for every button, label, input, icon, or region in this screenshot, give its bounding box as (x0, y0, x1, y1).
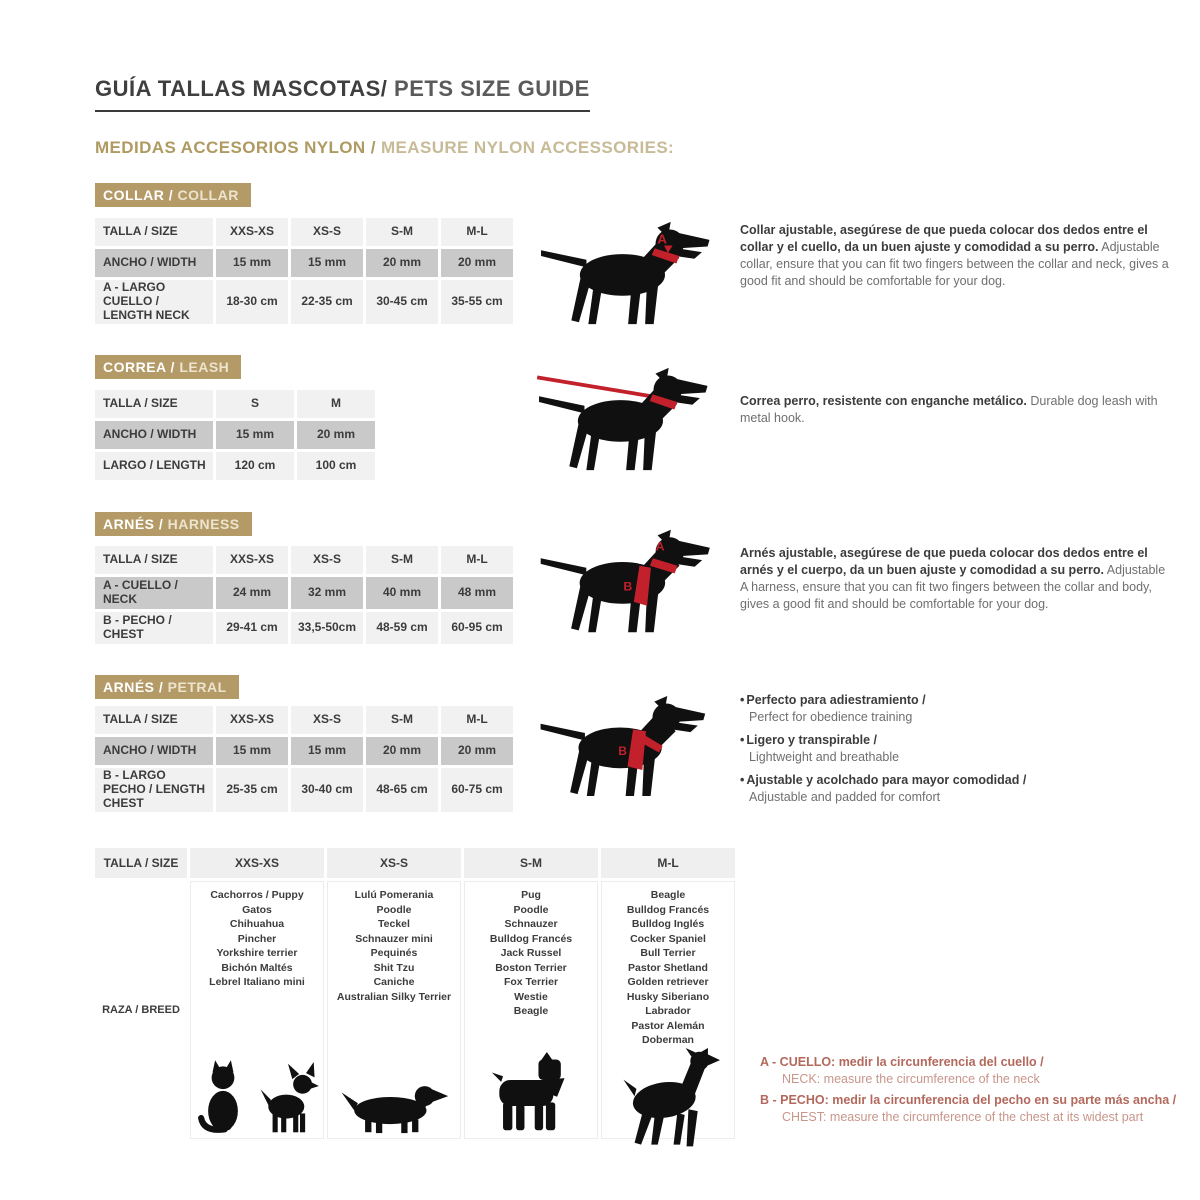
collar-header-xs-s: XS-S (291, 218, 363, 246)
petral-badge-en: PETRAL (163, 679, 227, 695)
leash-header-label: TALLA / SIZE (95, 390, 213, 418)
breed-item: Cachorros / Puppy (210, 889, 304, 901)
breed-item: Beagle (650, 889, 686, 901)
collar-header-xxs-xs: XXS-XS (216, 218, 288, 246)
breed-item: Fox Terrier (503, 976, 559, 988)
collar-description-en: Adjustable collar, ensure that you can fit two fingers between the collar and neck, gives a good fit and should be comfortable for your dog. (740, 240, 1169, 288)
breed-column-m-l (601, 881, 735, 1139)
breed-item: Labrador (645, 1005, 691, 1017)
harness-badge-en: HARNESS (163, 516, 240, 532)
harness-badge-es: ARNÉS / (103, 516, 164, 532)
breed-list (209, 882, 305, 990)
breed-item: Caniche (373, 976, 415, 988)
note-chest-en: CHEST: measure the circumference of the chest at its widest part (782, 1110, 1144, 1124)
bullet-dot-icon: • (740, 733, 745, 747)
collar-neck-length-value: 35-55 cm (441, 280, 513, 324)
doberman-silhouette-icon (616, 1048, 720, 1152)
harness-header-xxs-xs: XXS-XS (216, 546, 288, 574)
petral-header-s-m: S-M (366, 706, 438, 734)
collar-badge-en: COLLAR (173, 187, 239, 203)
harness-neck-value: 32 mm (291, 577, 363, 609)
harness-header-xs-s: XS-S (291, 546, 363, 574)
petral-header-xs-s: XS-S (291, 706, 363, 734)
collar-section-badge (95, 183, 251, 207)
leash-section-badge (95, 355, 241, 379)
petral-feature-en: Adjustable and padded for comfort (749, 790, 941, 804)
harness-chest-value: 60-95 cm (441, 612, 513, 644)
harness-chest-label: B - PECHO / CHEST (95, 612, 213, 644)
collar-dog-illustration (535, 220, 725, 326)
page-subtitle-es: MEDIDAS ACCESORIOS NYLON / (95, 138, 376, 157)
harness-neck-value: 48 mm (441, 577, 513, 609)
petral-size-table (95, 706, 513, 812)
petral-chest-length-value: 60-75 cm (441, 768, 513, 812)
breed-item: Bull Terrier (640, 947, 696, 959)
page-subtitle (95, 138, 674, 158)
breed-header-xxs-xs: XXS-XS (190, 848, 324, 878)
breed-header-s-m: S-M (464, 848, 598, 878)
petral-feature-es: Ajustable y acolchado para mayor comodidad / (746, 773, 1027, 787)
breed-column-xs-s (327, 881, 461, 1139)
breed-item: Cocker Spaniel (630, 932, 706, 945)
petral-feature-item (740, 772, 1172, 806)
breed-item: Chihuahua (229, 918, 285, 930)
breed-item: Doberman (642, 1034, 694, 1046)
breed-header-m-l: M-L (601, 848, 735, 878)
xxs-xs-silhouettes (195, 1060, 319, 1138)
breed-item: Poodle (376, 903, 412, 916)
petral-chest-length-value: 48-65 cm (366, 768, 438, 812)
petral-width-value: 20 mm (441, 737, 513, 765)
petral-feature-item (740, 732, 1172, 766)
collar-width-value: 20 mm (441, 249, 513, 277)
breed-item: Bichón Maltés (221, 961, 293, 974)
harness-neck-value: 24 mm (216, 577, 288, 609)
breed-item: Jack Russel (500, 947, 562, 959)
collar-neck-length-value: 30-45 cm (366, 280, 438, 324)
harness-description (740, 545, 1172, 613)
leash-length-value: 100 cm (297, 452, 375, 480)
harness-section-badge (95, 512, 252, 536)
leash-length-label: LARGO / LENGTH (95, 452, 213, 480)
chihuahua-silhouette-icon (257, 1062, 319, 1134)
collar-header-s-m: S-M (366, 218, 438, 246)
leash-line-marker (537, 377, 657, 397)
page-subtitle-en: MEASURE NYLON ACCESSORIES: (375, 138, 675, 157)
breed-item: Beagle (513, 1005, 549, 1017)
petral-feature-item (740, 692, 1172, 726)
harness-chest-value: 33,5-50cm (291, 612, 363, 644)
harness-description-en: Adjustable A harness, ensure that you can fit two fingers between the collar and body, gives a good fit and should be comfortable for your dog. (740, 563, 1166, 611)
page-title-en: PETS SIZE GUIDE (387, 76, 590, 101)
breed-item: Schnauzer mini (355, 932, 433, 945)
petral-header-label: TALLA / SIZE (95, 706, 213, 734)
page-title (95, 76, 590, 112)
collar-neck-length-value: 18-30 cm (216, 280, 288, 324)
harness-chest-value: 48-59 cm (366, 612, 438, 644)
breed-item: Bulldog Francés (489, 932, 573, 945)
breed-item: Bulldog Inglés (631, 918, 705, 930)
leash-description-en: Durable dog leash with metal hook. (740, 394, 1158, 425)
petral-feature-en: Perfect for obedience training (749, 710, 913, 724)
collar-neck-length-label: A - LARGO CUELLO / LENGTH NECK (95, 280, 213, 324)
harness-chest-value: 29-41 cm (216, 612, 288, 644)
breed-item: Lulú Pomerania (354, 889, 434, 901)
breed-row-label: RAZA / BREED (95, 881, 187, 1139)
harness-header-s-m: S-M (366, 546, 438, 574)
breed-item: Golden retriever (627, 976, 709, 988)
petral-dog-illustration (535, 693, 720, 799)
collar-size-table (95, 218, 513, 324)
breed-item: Pincher (237, 932, 277, 945)
breed-item: Schnauzer (504, 918, 558, 930)
note-neck-en: NECK: measure the circumference of the neck (782, 1072, 1040, 1086)
leash-badge-es: CORREA / (103, 359, 175, 375)
breed-size-table (95, 848, 735, 1139)
petral-header-xxs-xs: XXS-XS (216, 706, 288, 734)
collar-description (740, 222, 1172, 290)
collar-marker-a-label: A (657, 231, 668, 247)
breed-item: Boston Terrier (495, 961, 567, 974)
leash-width-value: 20 mm (297, 421, 375, 449)
breed-item: Pastor Shetland (628, 961, 708, 974)
cat-silhouette-icon (195, 1060, 251, 1134)
leash-description-es: Correa perro, resistente con enganche metálico. (740, 394, 1027, 408)
collar-width-value: 20 mm (366, 249, 438, 277)
leash-width-value: 15 mm (216, 421, 294, 449)
collar-badge-es: COLLAR / (103, 187, 174, 203)
breed-list (627, 882, 709, 1048)
leash-header-m: M (297, 390, 375, 418)
leash-size-table (95, 390, 375, 480)
collar-description-es: Collar ajustable, asegúrese de que pueda colocar dos dedos entre el collar y el cuello, da un buen ajuste y comodidad a su perro. (740, 223, 1148, 254)
collar-neck-length-value: 22-35 cm (291, 280, 363, 324)
breed-column-s-m (464, 881, 598, 1139)
bullet-dot-icon: • (740, 773, 745, 787)
harness-header-label: TALLA / SIZE (95, 546, 213, 574)
petral-badge-es: ARNÉS / (103, 679, 164, 695)
breed-item: Lebrel Italiano mini (209, 976, 305, 988)
leash-header-s: S (216, 390, 294, 418)
page-title-es: GUÍA TALLAS MASCOTAS/ (95, 76, 388, 101)
breed-column-xxs-xs (190, 881, 324, 1139)
harness-description-es: Arnés ajustable, asegúrese de que pueda colocar dos dedos entre el arnés y el cuerpo, da un buen ajuste y comodidad a su perro. (740, 546, 1148, 577)
leash-description (740, 393, 1172, 427)
s-m-silhouettes (488, 1052, 574, 1138)
breed-item: Husky Siberiano (626, 990, 710, 1003)
harness-header-m-l: M-L (441, 546, 513, 574)
petral-chest-length-value: 25-35 cm (216, 768, 288, 812)
breed-item: Pequinés (370, 947, 418, 959)
note-neck-es: A - CUELLO: medir la circunferencia del cuello / (760, 1055, 1044, 1069)
petral-section-badge (95, 675, 239, 699)
collar-width-label: ANCHO / WIDTH (95, 249, 213, 277)
collar-header-m-l: M-L (441, 218, 513, 246)
petral-header-m-l: M-L (441, 706, 513, 734)
petral-feature-list (740, 692, 1172, 812)
bullet-dot-icon: • (740, 693, 745, 707)
petral-chest-length-value: 30-40 cm (291, 768, 363, 812)
harness-marker-a-label: A (655, 539, 665, 554)
breed-item: Australian Silky Terrier (336, 990, 452, 1003)
schnauzer-silhouette-icon (488, 1052, 574, 1134)
breed-header-xs-s: XS-S (327, 848, 461, 878)
petral-feature-es: Ligero y transpirable / (746, 733, 877, 747)
breed-item: Yorkshire terrier (216, 947, 298, 959)
breed-header-label: TALLA / SIZE (95, 848, 187, 878)
breed-item: Pug (521, 889, 541, 901)
petral-width-value: 20 mm (366, 737, 438, 765)
petral-feature-en: Lightweight and breathable (749, 750, 900, 764)
breed-item: Westie (514, 990, 548, 1003)
breed-item: Poodle (513, 903, 549, 916)
note-chest-es: B - PECHO: medir la circunferencia del pecho en su parte más ancha / (760, 1093, 1177, 1107)
harness-marker-b-label: B (623, 579, 633, 594)
collar-header-label: TALLA / SIZE (95, 218, 213, 246)
collar-width-value: 15 mm (216, 249, 288, 277)
petral-width-value: 15 mm (291, 737, 363, 765)
breed-item: Teckel (378, 918, 410, 930)
leash-length-value: 120 cm (216, 452, 294, 480)
breed-item: Pastor Alemán (631, 1019, 705, 1032)
petral-width-label: ANCHO / WIDTH (95, 737, 213, 765)
breed-item: Shit Tzu (373, 961, 415, 974)
measurement-notes (760, 1050, 1180, 1126)
xs-s-silhouettes (338, 1078, 450, 1138)
breed-list (337, 882, 451, 1004)
dachshund-silhouette-icon (338, 1078, 450, 1134)
m-l-silhouettes (616, 1048, 720, 1156)
breed-item: Bulldog Francés (626, 903, 710, 916)
harness-dog-illustration (535, 527, 725, 635)
leash-dog-illustration (532, 366, 724, 472)
petral-marker-b-label: B (618, 744, 627, 759)
petral-width-value: 15 mm (216, 737, 288, 765)
harness-neck-value: 40 mm (366, 577, 438, 609)
harness-neck-label: A - CUELLO / NECK (95, 577, 213, 609)
breed-item: Gatos (242, 903, 272, 916)
collar-width-value: 15 mm (291, 249, 363, 277)
leash-badge-en: LEASH (174, 359, 230, 375)
harness-size-table (95, 546, 513, 644)
leash-width-label: ANCHO / WIDTH (95, 421, 213, 449)
petral-chest-length-label: B - LARGO PECHO / LENGTH CHEST (95, 768, 213, 812)
petral-feature-es: Perfecto para adiestramiento / (746, 693, 926, 707)
breed-list (490, 882, 572, 1019)
